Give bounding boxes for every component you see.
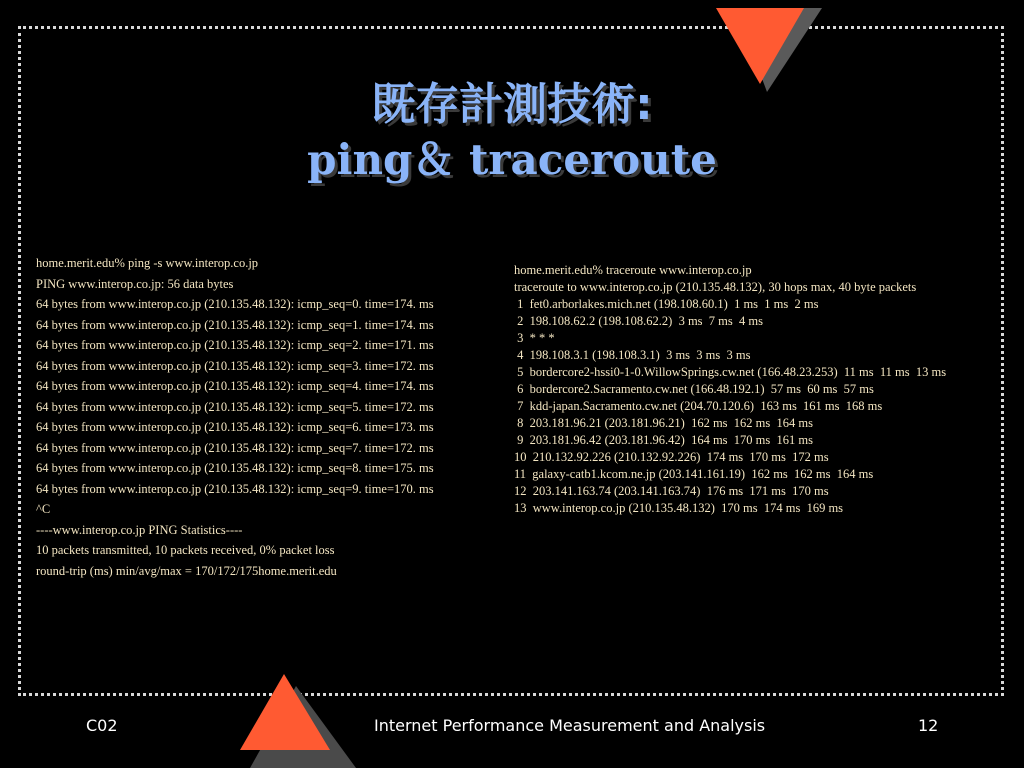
footer-page-number: 12 bbox=[918, 716, 939, 735]
traceroute-line: 4 198.108.3.1 (198.108.3.1) 3 ms 3 ms 3 ms bbox=[514, 348, 751, 362]
ping-line: round-trip (ms) min/avg/max = 170/172/175home.merit.edu bbox=[36, 563, 337, 578]
ping-line: PING www.interop.co.jp: 56 data bytes bbox=[36, 276, 234, 291]
traceroute-line: 9 203.181.96.42 (203.181.96.42) 164 ms 170 ms 161 ms bbox=[514, 433, 813, 447]
ping-line: 64 bytes from www.interop.co.jp (210.135.48.132): icmp_seq=4. time=174. ms bbox=[36, 379, 434, 393]
ping-line: 64 bytes from www.interop.co.jp (210.135.48.132): icmp_seq=6. time=173. ms bbox=[36, 420, 434, 434]
traceroute-line: 11 galaxy-catb1.kcom.ne.jp (203.141.161.19) 162 ms 162 ms 164 ms bbox=[514, 467, 874, 481]
ping-line: 64 bytes from www.interop.co.jp (210.135.48.132): icmp_seq=3. time=172. ms bbox=[36, 358, 434, 373]
traceroute-output bbox=[514, 262, 994, 517]
footer-section-code: C02 bbox=[86, 716, 118, 735]
bottom-triangle bbox=[240, 674, 330, 750]
ping-line: 10 packets transmitted, 10 packets received, 0% packet loss bbox=[36, 543, 335, 557]
traceroute-line: 8 203.181.96.21 (203.181.96.21) 162 ms 162 ms 164 ms bbox=[514, 416, 813, 430]
traceroute-line: traceroute to www.interop.co.jp (210.135.48.132), 30 hops max, 40 byte packets bbox=[514, 280, 917, 294]
traceroute-line: 7 kdd-japan.Sacramento.cw.net (204.70.120.6) 163 ms 161 ms 168 ms bbox=[514, 399, 883, 413]
ping-line: 64 bytes from www.interop.co.jp (210.135.48.132): icmp_seq=9. time=170. ms bbox=[36, 481, 434, 496]
footer-course-title: Internet Performance Measurement and Analysis bbox=[374, 716, 766, 735]
traceroute-line: 3 * * * bbox=[514, 331, 555, 345]
traceroute-line: 12 203.141.163.74 (203.141.163.74) 176 ms 171 ms 170 ms bbox=[514, 484, 829, 498]
slide-title-line1: 既存計測技術: bbox=[371, 79, 653, 130]
ping-line: ----www.interop.co.jp PING Statistics---- bbox=[36, 522, 243, 537]
bottom-triangle-decoration bbox=[236, 672, 366, 768]
slide-title bbox=[0, 78, 1024, 188]
traceroute-line: 6 bordercore2.Sacramento.cw.net (166.48.192.1) 57 ms 60 ms 57 ms bbox=[514, 382, 874, 396]
traceroute-line: 2 198.108.62.2 (198.108.62.2) 3 ms 7 ms 4 ms bbox=[514, 314, 763, 328]
traceroute-line: 1 fet0.arborlakes.mich.net (198.108.60.1) 1 ms 1 ms 2 ms bbox=[514, 297, 819, 311]
slide-title-line2: ping＆ traceroute bbox=[307, 135, 717, 184]
ping-line: 64 bytes from www.interop.co.jp (210.135.48.132): icmp_seq=8. time=175. ms bbox=[36, 461, 434, 475]
traceroute-line: home.merit.edu% traceroute www.interop.co.jp bbox=[514, 263, 752, 277]
ping-line: 64 bytes from www.interop.co.jp (210.135.48.132): icmp_seq=7. time=172. ms bbox=[36, 440, 434, 455]
traceroute-line: 5 bordercore2-hssi0-1-0.WillowSprings.cw.net (166.48.23.253) 11 ms 11 ms 13 ms bbox=[514, 365, 947, 379]
ping-line: 64 bytes from www.interop.co.jp (210.135.48.132): icmp_seq=5. time=172. ms bbox=[36, 399, 434, 414]
ping-line: 64 bytes from www.interop.co.jp (210.135.48.132): icmp_seq=0. time=174. ms bbox=[36, 297, 434, 311]
traceroute-line: 13 www.interop.co.jp (210.135.48.132) 170 ms 174 ms 169 ms bbox=[514, 501, 844, 515]
traceroute-line: 10 210.132.92.226 (210.132.92.226) 174 ms 170 ms 172 ms bbox=[514, 450, 829, 464]
ping-output bbox=[36, 253, 506, 581]
ping-line: ^C bbox=[36, 502, 51, 516]
ping-line: 64 bytes from www.interop.co.jp (210.135.48.132): icmp_seq=1. time=174. ms bbox=[36, 317, 434, 332]
ping-line: home.merit.edu% ping -s www.interop.co.jp bbox=[36, 256, 259, 270]
ping-line: 64 bytes from www.interop.co.jp (210.135.48.132): icmp_seq=2. time=171. ms bbox=[36, 338, 434, 352]
